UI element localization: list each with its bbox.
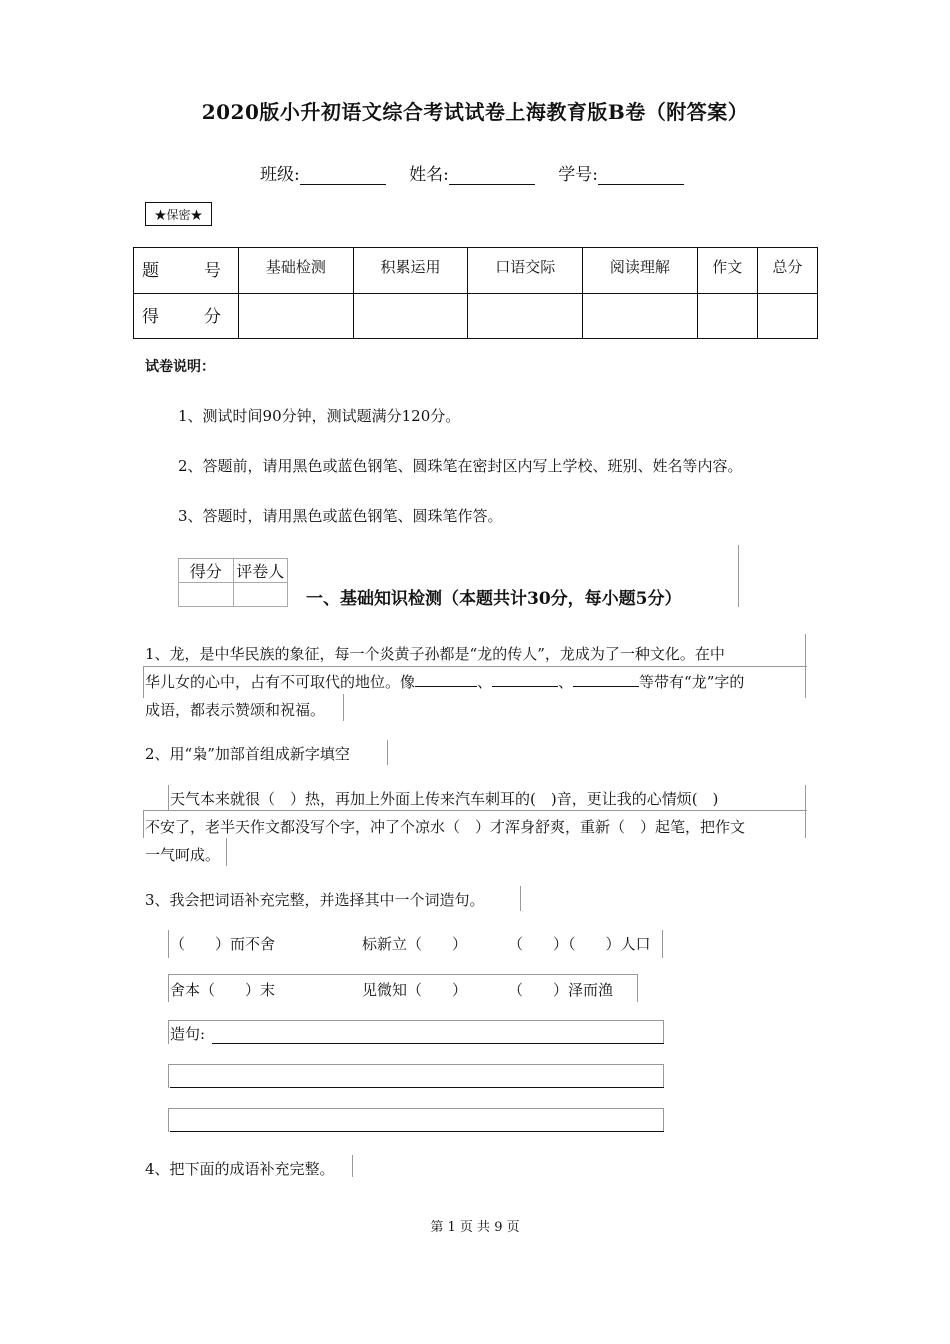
divider [168,1020,169,1044]
name-blank[interactable] [449,168,535,185]
grader-name-cell[interactable] [233,583,288,607]
student-id-blank[interactable] [598,168,684,185]
idiom-item: （ ）（ ）人口 [508,935,651,953]
student-info [260,160,702,185]
instruction-item: 1、测试时间90分钟，测试题满分120分。 [178,407,461,425]
student-id-field[interactable] [558,160,684,185]
grader-score-cell[interactable] [179,583,234,607]
divider [168,974,638,975]
idiom-blank-2[interactable] [492,671,558,687]
score-cell-oral[interactable] [468,293,583,339]
page-footer: 第 1 页 共 9 页 [430,1220,520,1235]
question-2-body [145,785,745,869]
secret-badge: ★保密★ [145,202,212,226]
divider [805,785,806,810]
column-reading: 阅读理解 [583,248,698,294]
document-title: 2020版小升初语文综合考试试卷上海教育版B卷（附答案） [201,100,749,124]
score-cell-accumulation[interactable] [353,293,468,339]
score-cell-total[interactable] [757,293,817,339]
question-4-title: 4、把下面的成语补充完整。 [145,1160,335,1178]
divider [168,974,169,1002]
grader-table [178,558,288,607]
separator: 、 [477,673,493,691]
idiom-item: （ ）而不舍 [170,935,276,953]
column-basic-test: 基础检测 [239,248,354,294]
class-blank[interactable] [300,168,386,185]
question-2-line: 一气呵成。 [145,846,221,864]
class-label: 班级: [260,165,300,185]
question-2-title: 2、用“枭”加部首组成新字填空 [145,745,350,763]
question-3-title: 3、我会把词语补充完整，并选择其中一个词造句。 [145,891,485,909]
idiom-blank-1[interactable] [415,671,477,687]
divider [168,1064,169,1088]
sentence-label: 造句: [170,1025,206,1043]
question-1 [145,640,744,724]
score-cell-composition[interactable] [697,293,757,339]
column-composition: 作文 [697,248,757,294]
idiom-blank-3[interactable] [573,671,639,687]
question-number-header: 题 号 [134,248,239,294]
divider [738,545,739,607]
score-table [133,247,818,339]
question-1-line [145,668,744,696]
student-id-label: 学号: [558,165,599,185]
question-1-line: 1、龙，是中华民族的象征，每一个炎黄子孙都是“龙的传人”，龙成为了一种文化。在中 [145,645,725,663]
divider [387,740,388,765]
divider [805,666,806,698]
question-2-line: 天气本来就很（ ）热，再加上外面上传来汽车刺耳的( )音，更让我的心情烦( ) [170,790,719,808]
column-accumulation: 积累运用 [353,248,468,294]
divider [663,1064,664,1088]
score-cell-reading[interactable] [583,293,698,339]
separator: 、 [558,673,574,691]
question-1-text: 华儿女的心中，占有不可取代的地位。像 [145,673,416,691]
divider [168,930,169,958]
divider [663,1108,664,1132]
column-oral-communication: 口语交际 [468,248,583,294]
sentence-line[interactable] [170,1087,664,1088]
instruction-item: 2、答题前，请用黑色或蓝色钢笔、圆珠笔在密封区内写上学校、班别、姓名等内容。 [178,457,743,475]
sentence-line[interactable] [212,1043,664,1044]
question-1-text: 等带有“龙”字的 [639,673,745,691]
question-2-line: 不安了，老半天作文都没写个字，冲了个凉水（ ）才浑身舒爽，重新（ ）起笔，把作文 [145,818,746,836]
idiom-item: 标新立（ ） [362,935,468,953]
instruction-item: 3、答题时，请用黑色或蓝色钢笔、圆珠笔作答。 [178,507,503,525]
divider [663,1020,664,1044]
sentence-line[interactable] [170,1131,664,1132]
divider [637,974,638,1002]
name-label: 姓名: [409,165,449,185]
name-field[interactable] [409,160,535,185]
score-row-label: 得 分 [134,293,239,339]
divider [805,810,806,838]
divider [168,1108,664,1109]
divider [143,810,144,838]
divider [168,1108,169,1132]
divider [520,886,521,911]
grader-name-label: 评卷人 [233,559,288,583]
divider [168,1064,664,1065]
divider [662,930,663,958]
score-table-header-row [134,248,818,294]
column-total: 总分 [757,248,817,294]
class-field[interactable] [260,160,386,185]
score-cell-basic[interactable] [239,293,354,339]
idiom-item: 舍本（ ）末 [170,981,276,999]
divider [168,1020,664,1021]
divider [805,634,806,666]
idiom-item: 见微知（ ） [362,981,468,999]
divider [352,1155,353,1177]
divider [143,666,144,698]
score-table-score-row [134,293,818,339]
idiom-item: （ ）泽而渔 [508,981,614,999]
instructions-title: 试卷说明： [145,359,215,375]
question-1-line: 成语，都表示赞颂和祝福。 [145,701,326,719]
grader-score-label: 得分 [179,559,234,583]
section-title: 一、基础知识检测（本题共计30分，每小题5分） [306,589,682,609]
